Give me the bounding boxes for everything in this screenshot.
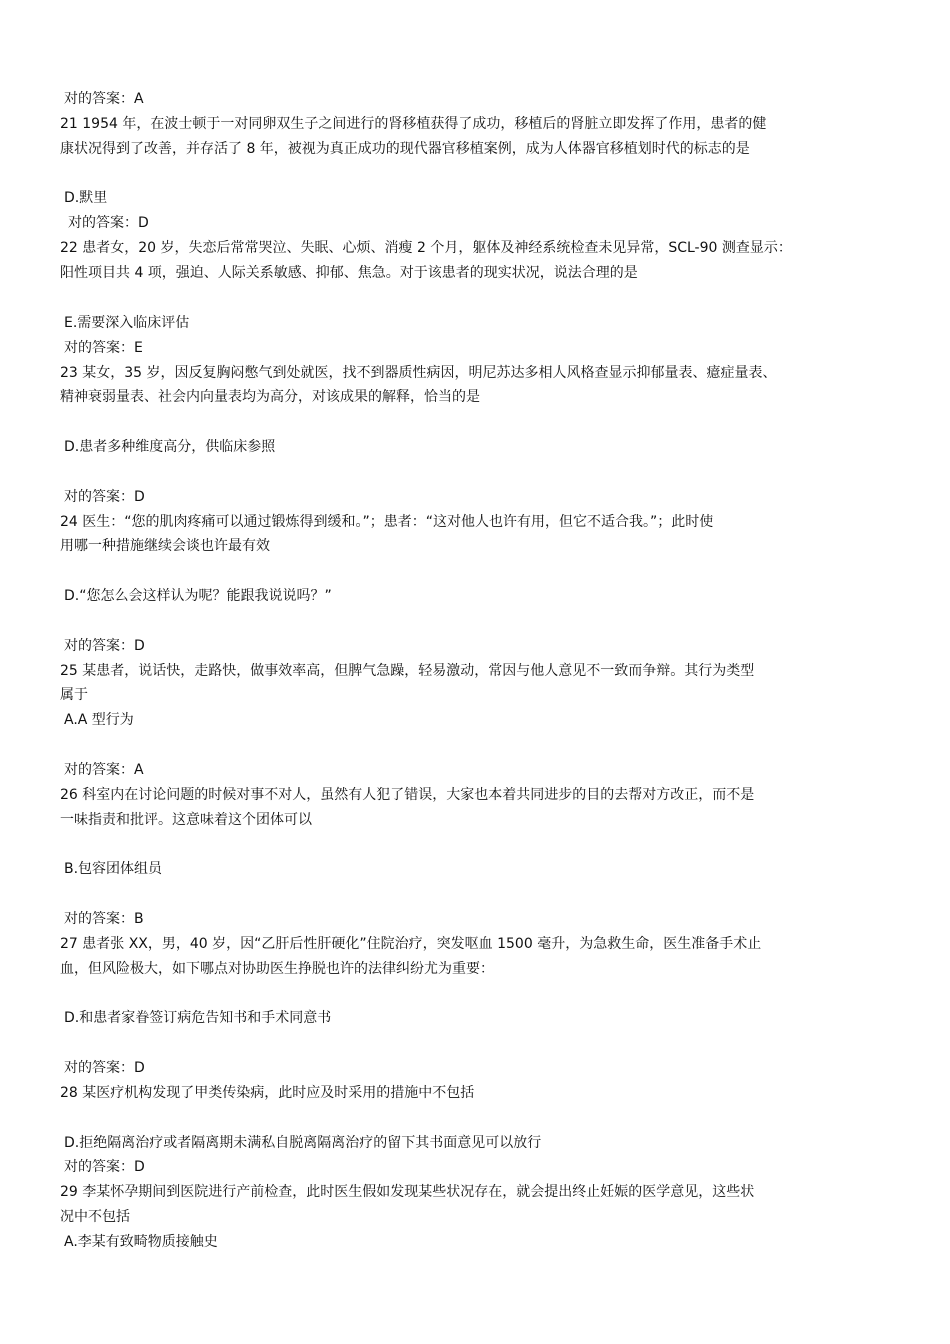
- question-24-line-1: 24 医生：“您的肌肉疼痛可以通过锻炼得到缓和。”；患者：“这对他人也许有用，但它不适合我。”；此时使: [60, 514, 714, 530]
- answer-line: 对的答案：A: [64, 762, 144, 778]
- option-line: D.默里: [64, 190, 108, 206]
- answer-line: 对的答案：D: [64, 1060, 145, 1076]
- answer-line: 对的答案：E: [64, 340, 143, 356]
- question-29-line-1: 29 李某怀孕期间到医院进行产前检查，此时医生假如发现某些状况存在，就会提出终止妊娠的医学意见，这些状: [60, 1184, 755, 1200]
- question-28-line-1: 28 某医疗机构发现了甲类传染病，此时应及时采用的措施中不包括: [60, 1085, 475, 1101]
- answer-line: 对的答案：A: [64, 91, 144, 107]
- question-25-line-1: 25 某患者，说话快，走路快，做事效率高，但脾气急躁，轻易激动，常因与他人意见不一致而争辩。其行为类型: [60, 663, 755, 679]
- option-line: D.患者多种维度高分，供临床参照: [64, 439, 276, 455]
- question-22-line-1: 22 患者女，20 岁，失恋后常常哭泣、失眠、心烦、消瘦 2 个月，躯体及神经系统检查未见异常，SCL-90 测查显示：: [60, 240, 792, 256]
- question-21-line-2: 康状况得到了改善，并存活了 8 年，被视为真正成功的现代器官移植案例，成为人体器官移植划时代的标志的是: [60, 141, 750, 157]
- question-29-line-2: 况中不包括: [60, 1209, 130, 1225]
- answer-line: 对的答案：D: [64, 1159, 145, 1175]
- answer-line: 对的答案：B: [64, 911, 144, 927]
- option-line: E.需要深入临床评估: [64, 315, 190, 331]
- question-25-line-2: 属于: [60, 687, 88, 703]
- question-21-line-1: 21 1954 年，在波士顿于一对同卵双生子之间进行的肾移植获得了成功，移植后的肾脏立即发挥了作用，患者的健: [60, 116, 767, 132]
- option-line: D.拒绝隔离治疗或者隔离期未满私自脱离隔离治疗的留下其书面意见可以放行: [64, 1135, 542, 1151]
- question-23-line-1: 23 某女，35 岁，因反复胸闷憋气到处就医，找不到器质性病因，明尼苏达多相人风格查显示抑郁量表、癔症量表、: [60, 365, 777, 381]
- question-27-line-1: 27 患者张 XX，男，40 岁，因“乙肝后性肝硬化”住院治疗，突发呕血 1500 毫升，为急救生命，医生准备手术止: [60, 936, 762, 952]
- option-line: A.李某有致畸物质接触史: [64, 1234, 218, 1250]
- question-26-line-1: 26 科室内在讨论问题的时候对事不对人，虽然有人犯了错误，大家也本着共同进步的目的去帮对方改正，而不是: [60, 787, 755, 803]
- answer-line: 对的答案：D: [64, 638, 145, 654]
- option-line: B.包容团体组员: [64, 861, 163, 877]
- question-24-line-2: 用哪一种措施继续会谈也许最有效: [60, 538, 270, 554]
- question-27-line-2: 血，但风险极大，如下哪点对协助医生挣脱也许的法律纠纷尤为重要：: [60, 961, 494, 977]
- question-22-line-2: 阳性项目共 4 项，强迫、人际关系敏感、抑郁、焦急。对于该患者的现实状况，说法合理的是: [60, 265, 638, 281]
- question-26-line-2: 一味指责和批评。这意味着这个团体可以: [60, 812, 312, 828]
- question-23-line-2: 精神衰弱量表、社会内向量表均为高分，对该成果的解释，恰当的是: [60, 389, 480, 405]
- option-line: D.和患者家眷签订病危告知书和手术同意书: [64, 1010, 332, 1026]
- option-line: D.“您怎么会这样认为呢？能跟我说说吗？”: [64, 588, 332, 604]
- answer-line: 对的答案：D: [64, 489, 145, 505]
- answer-line: 对的答案：D: [68, 215, 149, 231]
- option-line: A.A 型行为: [64, 712, 134, 728]
